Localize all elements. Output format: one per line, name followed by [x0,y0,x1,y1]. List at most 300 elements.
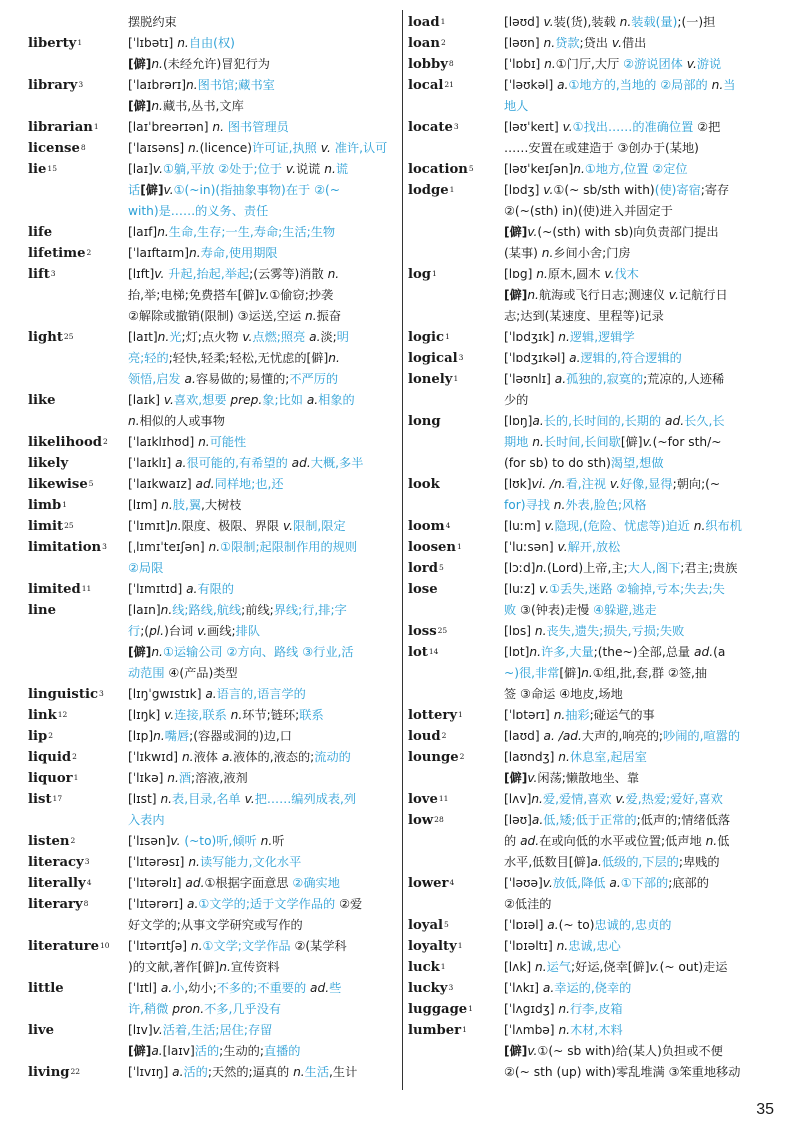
part-of-speech: pron. [168,1002,205,1016]
headword [28,537,128,558]
definition-line [128,453,400,474]
definition [504,369,772,411]
highlighted-meaning: 许可证,执照 [252,141,317,155]
headword-text: lodge [408,183,449,198]
frequency-count: 1 [457,941,463,950]
dictionary-entry [28,978,400,1020]
headword-text: library [28,78,78,93]
headword [408,54,504,75]
definition-line [504,75,772,96]
definition-line [504,327,772,348]
dictionary-entry [28,390,400,432]
highlighted-meaning: 行 [128,624,141,638]
highlighted-meaning: 肢,翼 [172,498,202,512]
headword-text: limitation [28,540,102,555]
definition-text: ;碰运气的事 [589,708,655,722]
definition-text: 抬,举;电梯;免费搭车[僻] [128,288,260,302]
dictionary-entry [408,642,772,705]
definition-text: [ˈlɪtərəsɪ] [128,855,189,869]
frequency-count: 1 [440,962,446,971]
definition-text: [ˈləʊkəl] [504,78,558,92]
dictionary-entry [28,159,400,222]
definition-text: ;朝向;(~ [672,477,721,491]
definition-line [128,936,400,957]
part-of-speech: v. [562,120,573,134]
definition-line [504,936,772,957]
highlighted-meaning: 游说 [696,57,722,71]
headword [408,264,504,285]
definition-line [128,33,400,54]
highlighted-meaning: 入表内 [128,813,165,827]
part-of-speech: n. [324,162,336,176]
part-of-speech: n. [186,78,198,92]
definition-text: )台词 [164,624,198,638]
highlighted-meaning: 生命,生存;一生,寿命;生活;生物 [168,225,336,239]
definition-text: ;底部的 [668,876,709,890]
frequency-count: 5 [438,563,444,572]
definition-text: 原木,圆木 [547,267,605,281]
part-of-speech: a. [531,813,544,827]
definition [504,789,772,810]
definition-line [128,432,400,453]
highlighted-meaning: 读写能力,文化水平 [199,855,302,869]
headword [408,348,504,369]
definition-text: [ˈləʊnlɪ] [504,372,555,386]
highlighted-meaning: (~to)听,倾听 [180,834,257,848]
definition-text: [ˈlaɪkwaɪz] [128,477,196,491]
definition-line [504,390,772,411]
definition-text: ;贷出 [579,36,612,50]
definition-text: [lɒg] [504,267,537,281]
headword-text: lose [408,582,438,597]
highlighted-meaning: 小 [172,981,185,995]
dictionary-entry [28,600,400,684]
highlighted-meaning: 外表,脸色;风格 [565,498,647,512]
part-of-speech: v. [527,1044,538,1058]
definition-text: 画线; [207,624,236,638]
definition [504,621,772,642]
definition-line [504,621,772,642]
definition-text: ;(一)担 [677,15,716,29]
frequency-count: 25 [63,332,74,341]
highlighted-meaning: 当 [723,78,736,92]
definition-text: [ˈlɪtərəlɪ] [128,876,186,890]
highlighted-meaning: 渴望,想做 [610,456,664,470]
highlighted-meaning: 寿命,使用期限 [200,246,278,260]
frequency-count: 3 [453,122,459,131]
definition-line [504,285,772,306]
part-of-speech: v. [163,183,174,197]
dictionary-entry [28,1020,400,1062]
definition-line [504,369,772,390]
highlighted-meaning: 长的,长时间的,长期的 [543,414,662,428]
part-of-speech: n. [534,624,547,638]
headword [28,33,128,54]
definition-text: ,生计 [329,1065,358,1079]
definition [504,75,772,117]
part-of-speech: ad. [195,477,215,491]
headword-text: limited [28,582,81,597]
definition-text: [lɪp] [128,729,154,743]
definition-line [128,1062,400,1083]
highlighted-meaning: 话 [128,183,141,197]
definition-text: (~for sth/~ [652,435,722,449]
definition-text: [lɪft] [128,267,155,281]
headword [408,1020,504,1041]
definition-text: ③(钟表)走慢 [516,603,594,617]
highlighted-meaning: 地人 [504,99,529,113]
definition-line [504,705,772,726]
definition-line [128,915,400,936]
highlighted-meaning: 自由(权) [188,36,235,50]
highlighted-meaning: (使)寄宿 [654,183,701,197]
definition-line [128,222,400,243]
part-of-speech: n. [157,225,169,239]
highlighted-meaning: 许,稍微 [128,1002,169,1016]
dictionary-entry [408,915,772,936]
definition [504,579,772,621]
part-of-speech: v. [259,288,270,302]
definition-text: 借出 [621,36,647,50]
definition-text: [僻] [620,435,643,449]
definition-text: [laɪk] [128,393,160,407]
highlighted-meaning: ①地方,位置 ②定位 [584,162,688,176]
headword [28,978,128,999]
dictionary-entry [408,873,772,915]
definition-text: [lɒs] [504,624,535,638]
definition-text: [lʌv] [504,792,532,806]
headword [28,117,128,138]
frequency-count: 2 [440,38,446,47]
definition-text: ……安置在或建造于 ③创办于(某地) [504,141,699,155]
dictionary-entry [408,537,772,558]
part-of-speech: n. [208,540,221,554]
definition [128,1062,400,1083]
definition-text: [ˈlɪkə] [128,771,168,785]
definition [128,768,400,789]
headword-text: lift [28,267,50,282]
definition-text: [lɒt] [504,645,530,659]
highlighted-meaning: 行李,皮箱 [569,1002,623,1016]
part-of-speech: a. [305,330,321,344]
highlighted-meaning: 酒 [178,771,192,785]
part-of-speech: n. [553,708,566,722]
headword-text: lower [408,876,449,891]
definition-text: 签 ③命运 ④地皮,场地 [504,687,623,701]
definition-text: 好文学的;从事文学研究或写作的 [128,918,303,932]
part-of-speech: a. [543,729,555,743]
headword [28,747,128,768]
part-of-speech: n. [328,351,340,365]
frequency-count: 1 [462,1025,467,1034]
highlighted-meaning: 谎 [335,162,349,176]
part-of-speech: n. [558,330,570,344]
definition [128,579,400,600]
definition-text: (Lord)上帝,主; [547,561,628,575]
definition [128,243,400,264]
definition-line [504,264,772,285]
definition-line [128,243,400,264]
part-of-speech: v. [611,792,626,806]
headword [28,789,128,810]
highlighted-meaning: 期地 [504,435,529,449]
highlighted-meaning: 木材,木料 [570,1023,623,1037]
highlighted-meaning: ②游说团体 [623,57,683,71]
part-of-speech: vi. [531,477,546,491]
definition-line [128,1041,400,1062]
headword [408,369,504,390]
highlighted-meaning: 低级的,下层的 [601,855,679,869]
part-of-speech: n. [188,141,200,155]
headword [408,12,504,33]
frequency-count: 8 [80,143,86,152]
part-of-speech: n. [544,57,556,71]
definition [504,726,772,747]
definition-text: [ˈlɪmɪtɪd] [128,582,187,596]
definition-text: [laɪt] [128,330,158,344]
highlighted-meaning: 图书馆;藏书室 [197,78,275,92]
definition-text: ①组,批,套,群 ②签,抽 [592,666,708,680]
part-of-speech: v. [668,288,679,302]
highlighted-meaning: 幸运的,侥幸的 [554,981,632,995]
definition-text: 相似的人或事物 [139,414,225,428]
part-of-speech: a. [590,855,602,869]
dictionary-entry [408,558,772,579]
definition [128,159,400,222]
part-of-speech: n. [293,1065,305,1079]
headword-text: linguistic [28,687,98,702]
definition-line [128,285,400,306]
dictionary-entry [28,222,400,243]
definition [128,705,400,726]
headword [28,75,128,96]
dictionary-entry [408,327,772,348]
part-of-speech: a. [605,876,621,890]
headword [408,642,504,663]
highlighted-meaning: 逻辑的,符合逻辑的 [580,351,682,365]
part-of-speech: n. [705,834,718,848]
highlighted-meaning: 可能性 [209,435,247,449]
part-of-speech: n. [181,750,194,764]
definition-line [504,957,772,978]
part-of-speech: n. [707,78,724,92]
definition-text: ②低洼的 [504,897,552,911]
definition-text: 少的 [504,393,529,407]
headword-text: look [408,477,440,492]
dictionary-entry [408,810,772,873]
highlighted-meaning: ①丢失,迷路 ②输掉,亏本;失去;失 [549,582,725,596]
frequency-count: 2 [441,731,447,740]
frequency-count: 8 [448,59,454,68]
definition-text: [僻] [140,183,164,197]
part-of-speech: ad. [306,981,330,995]
part-of-speech: n. [527,288,539,302]
headword [408,999,504,1020]
highlighted-meaning: 看,注视 [565,477,606,491]
highlighted-meaning: 运气 [546,960,572,974]
headword-text: little [28,981,64,996]
part-of-speech: n. [177,36,189,50]
definition-line [504,516,772,537]
definition-line [504,831,772,852]
dictionary-entry [28,852,400,873]
definition-text: ;(容器或洞的)边,口 [189,729,292,743]
highlighted-meaning: ④躲避,逃走 [593,603,657,617]
highlighted-meaning: 准许,认可 [330,141,388,155]
definition-text: 水平,低数目[僻] [504,855,591,869]
highlighted-meaning: 放低,降低 [552,876,606,890]
dictionary-entry [408,957,772,978]
definition-text: [luːz] [504,582,539,596]
definition-text: [ˈlaɪbrərɪ] [128,78,187,92]
definition-line [504,495,772,516]
headword [28,432,128,453]
headword [408,411,504,432]
definition-text: [僻] [504,225,528,239]
headword-text: living [28,1065,70,1080]
definition-text: 低 [717,834,730,848]
headword [28,516,128,537]
definition-text: 在或向低的水平或位置;低声地 [539,834,706,848]
part-of-speech: v. [152,162,163,176]
headword-text: lucky [408,981,448,996]
definition-text: 限度、极限、界限 [181,519,283,533]
headword-text: loyal [408,918,444,933]
definition-line [504,12,772,33]
definition-line [128,999,400,1020]
definition [128,474,400,495]
highlighted-meaning: 些 [329,981,342,995]
definition [128,12,400,33]
definition-line [128,642,400,663]
definition-text: 环节;链环; [242,708,300,722]
headword [408,117,504,138]
part-of-speech: n. [573,162,585,176]
part-of-speech: n. [167,771,179,785]
highlighted-meaning: 表,目录,名单 [172,792,241,806]
definition [128,1020,400,1062]
highlighted-meaning: for)寻找 [504,498,550,512]
part-of-speech: v. [649,960,660,974]
part-of-speech: a. [175,456,187,470]
headword-text: lie [28,162,47,177]
definition-text: ①(~ sb/sth with) [553,183,655,197]
part-of-speech: a. [532,414,544,428]
definition-text: ,大树枝 [201,498,242,512]
frequency-count: 2 [72,752,77,761]
definition-line [128,663,400,684]
definition [504,159,772,180]
part-of-speech: prep. [226,393,263,407]
definition-text: ②爱 [335,897,363,911]
dictionary-entry [28,516,400,537]
part-of-speech: a. [542,981,555,995]
part-of-speech: n. [305,309,317,323]
headword [28,705,128,726]
part-of-speech: a. [547,918,559,932]
highlighted-meaning: 忠诚的,忠贞的 [594,918,672,932]
definition-text: [ˈlɒɪəl] [504,918,548,932]
definition-text: [ˈlɒɪəltɪ] [504,939,557,953]
headword-text: license [28,141,80,156]
definition-line [128,957,400,978]
highlighted-meaning: 把……编列成表,列 [254,792,357,806]
definition-line [504,33,772,54]
frequency-count: 4 [445,521,451,530]
definition-text: [ˈlɪtl] [128,981,161,995]
definition-line [504,600,772,621]
definition-line [128,327,400,348]
part-of-speech: a. [172,1065,184,1079]
definition-text: 的 [504,834,521,848]
definition-text: [ˈləʊə] [504,876,543,890]
dictionary-entry [28,474,400,495]
definition-line [128,621,400,642]
headword-text: liquid [28,750,72,765]
headword [28,873,128,894]
definition-text: [ˈlʌmbə] [504,1023,559,1037]
definition-text: [ˈlɪmɪt] [128,519,170,533]
definition-text: [ˈlɪvɪŋ] [128,1065,173,1079]
dictionary-entry [28,684,400,705]
highlighted-meaning: 败 [504,603,517,617]
part-of-speech: n. [619,15,632,29]
part-of-speech: v. [240,792,255,806]
highlighted-meaning: 抽彩 [565,708,590,722]
definition-text: [ˈluːsən] [504,540,558,554]
highlighted-meaning: ①地方的,当地的 ②局部的 [568,78,708,92]
highlighted-meaning: 忠诚,忠心 [568,939,621,953]
frequency-count: 21 [444,80,454,89]
definition-text: ②(某学科 [290,939,347,953]
headword [28,726,128,747]
headword-text: lobby [408,57,448,72]
headword [408,327,504,348]
frequency-count: 1 [453,374,459,383]
definition-line [504,117,772,138]
part-of-speech: v. [542,876,553,890]
definition-line [504,894,772,915]
definition-line [128,873,400,894]
frequency-count: 2 [459,752,465,761]
highlighted-meaning: 长久,长 [684,414,725,428]
part-of-speech: a. [186,582,198,596]
part-of-speech: n. [689,519,706,533]
dictionary-entry [408,180,772,264]
definition-line [504,96,772,117]
highlighted-meaning: 亮;轻的 [128,351,169,365]
definition-text: ;(the~)全部,总量 [593,645,694,659]
part-of-speech: a. [180,372,196,386]
definition-text: ①(~ sb with)给(某人)负担或不便 [537,1044,723,1058]
definition-text: [ləʊd] [504,15,544,29]
part-of-speech: n. [151,99,163,113]
definition-text: 装(货),装载 [553,15,620,29]
definition-text: [ˈlʌgɪdʒ] [504,1002,559,1016]
part-of-speech: n. [528,435,544,449]
highlighted-meaning: 低,矮;低于正常的 [543,813,637,827]
headword-text: like [28,393,56,408]
definition-line [504,159,772,180]
definition-line [128,138,400,159]
dictionary-entry [28,936,400,978]
definition [504,327,772,348]
definition-text: [僻] [128,99,152,113]
definition [504,54,772,75]
frequency-count: 2 [48,731,54,740]
highlighted-meaning: 直播的 [263,1044,301,1058]
definition-text: [lɪŋˈgwɪstɪk] [128,687,206,701]
